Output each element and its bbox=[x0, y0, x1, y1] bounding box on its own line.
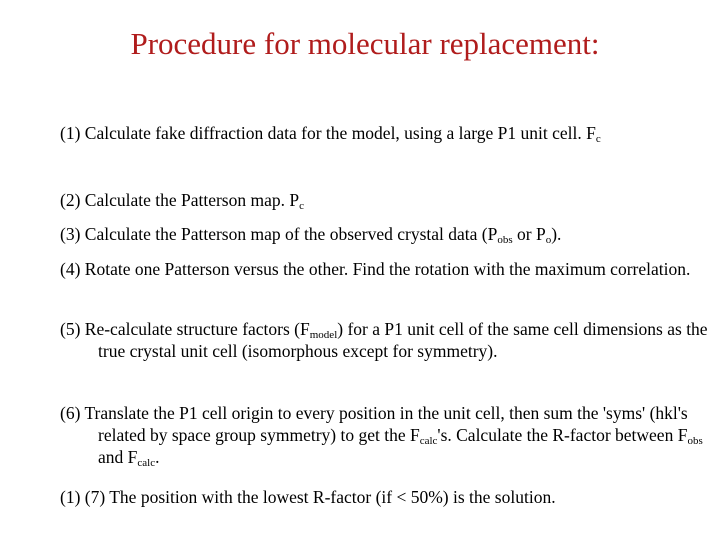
step-text: (1) (7) The position with the lowest R-factor (if < 50%) is the solution. bbox=[60, 487, 556, 507]
step-text: (2) Calculate the Patterson map. P bbox=[60, 190, 300, 210]
step-text: ) for a P1 unit cell of the same cell dimensions as the true crystal unit cell (isomorphous except for symmetry). bbox=[98, 319, 708, 361]
subscript: model bbox=[309, 329, 338, 341]
step-text: and F bbox=[98, 447, 138, 467]
subscript: calc bbox=[137, 457, 156, 469]
list-item bbox=[60, 122, 710, 144]
list-item bbox=[60, 258, 710, 280]
subscript: calc bbox=[419, 435, 438, 447]
list-item bbox=[60, 402, 710, 468]
step-text: (6) Translate the P1 cell origin to every position in the unit cell, then sum the 'syms' (hkl's related by space group symmetry) to get the F bbox=[60, 403, 688, 445]
list-item bbox=[60, 318, 710, 362]
subscript: obs bbox=[687, 435, 703, 447]
subscript: c bbox=[595, 133, 601, 145]
list-item bbox=[60, 486, 710, 508]
step-text: (5) Re-calculate structure factors (F bbox=[60, 319, 310, 339]
step-text: . bbox=[155, 447, 160, 467]
slide-title: Procedure for molecular replacement: bbox=[130, 26, 600, 61]
subscript: obs bbox=[497, 234, 513, 246]
subscript: c bbox=[299, 200, 304, 212]
step-text: 's. Calculate the R-factor between F bbox=[437, 425, 688, 445]
list-item bbox=[60, 223, 710, 245]
list-item bbox=[60, 189, 710, 211]
step-text: ). bbox=[551, 224, 562, 244]
step-text: (4) Rotate one Patterson versus the other. Find the rotation with the maximum correlation. bbox=[60, 259, 691, 279]
step-text: (3) Calculate the Patterson map of the observed crystal data (P bbox=[60, 224, 498, 244]
step-text: or P bbox=[512, 224, 546, 244]
step-text: (1) Calculate fake diffraction data for the model, using a large P1 unit cell. F bbox=[60, 123, 596, 143]
subscript: o bbox=[545, 234, 552, 246]
